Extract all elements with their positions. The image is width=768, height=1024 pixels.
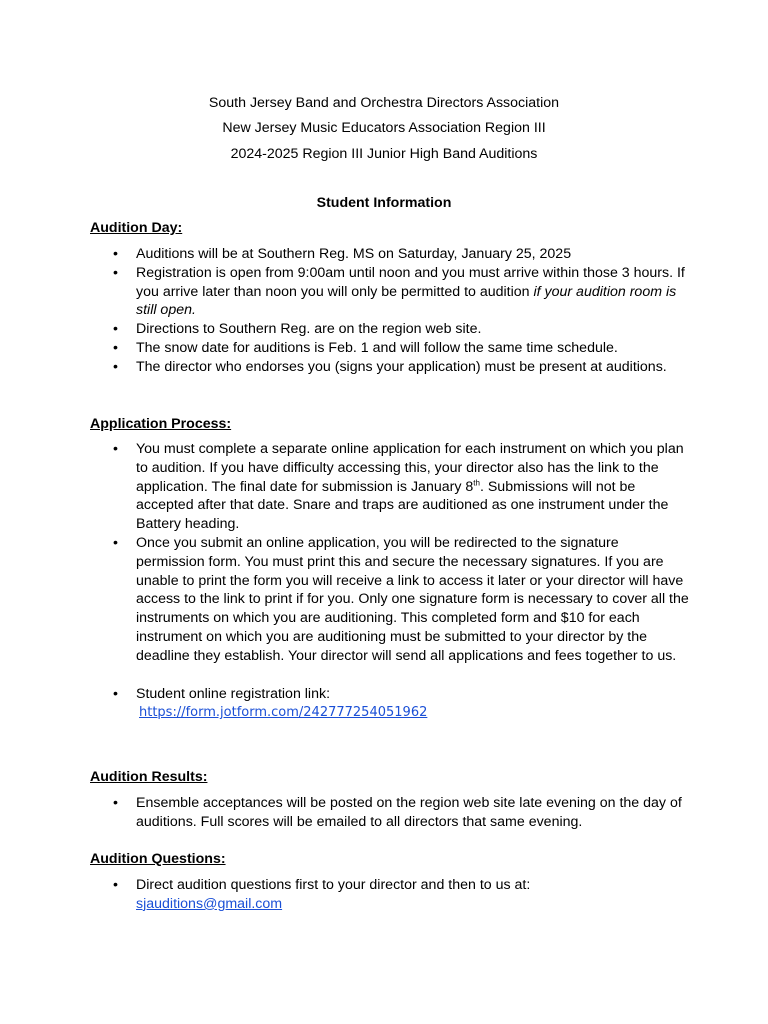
heading-application-process: Application Process: bbox=[90, 416, 232, 432]
list-item: • Ensemble acceptances will be posted on the region web site late evening on the day of auditions. Full scores will be emailed to all directors that same evening. bbox=[113, 795, 682, 830]
bullet-icon: • bbox=[113, 685, 118, 702]
list-item: • Direct audition questions first to your director and then to us at: sjauditions@gmail.com bbox=[113, 877, 531, 912]
heading-audition-day: Audition Day: bbox=[90, 220, 183, 236]
list-item: • Registration is open from 9:00am until noon and you must arrive within those 3 hours. If you arrive later than noon you will only be permitted to audition if your audition room is still open. bbox=[113, 264, 685, 319]
bullet-icon: • bbox=[113, 339, 118, 356]
bullet-icon: • bbox=[113, 264, 118, 281]
heading-audition-questions: Audition Questions: bbox=[90, 851, 226, 867]
audition-questions-list bbox=[90, 876, 690, 914]
list-item: • Auditions will be at Southern Reg. MS on Saturday, January 25, 2025 bbox=[113, 246, 572, 262]
header-region: New Jersey Music Educators Association Region III bbox=[222, 120, 546, 136]
bullet-icon: • bbox=[113, 358, 118, 375]
heading-audition-results: Audition Results: bbox=[90, 769, 208, 785]
list-item: • You must complete a separate online application for each instrument on which you plan to audition. If you have difficulty accessing this, your director also has the link to the application. The final date for submission is January 8th. Submissions will not be accepted after that date. Snare and traps are auditioned as one instrument under the Battery heading. bbox=[113, 441, 684, 533]
section-title: Student Information bbox=[316, 195, 452, 211]
header-association: South Jersey Band and Orchestra Directors Association bbox=[208, 95, 560, 111]
audition-day-list bbox=[90, 245, 690, 377]
bullet-icon: • bbox=[113, 321, 118, 338]
list-item: • Student online registration link: https://form.jotform.com/242777254051962 bbox=[113, 685, 428, 721]
list-item: • Once you submit an online application, you will be redirected to the signature permission form. You must print this and secure the necessary signatures. If you are unable to print the form you will receive a link to access it later or your director will have access to the link to print if for you. Only one signature form is necessary to cover all the instruments on which you are auditioning. This completed form and $10 for each instrument on which you are auditioning must be submitted to your director by the deadline they establish. Your director will send all applications and fees together to us. bbox=[113, 534, 689, 664]
bullet-icon: • bbox=[113, 877, 118, 893]
bullet-icon: • bbox=[113, 795, 118, 811]
list-item: • The snow date for auditions is Feb. 1 and will follow the same time schedule. bbox=[113, 339, 618, 356]
audition-results-list bbox=[90, 794, 690, 832]
bullet-icon: • bbox=[113, 246, 118, 262]
list-spacer bbox=[90, 666, 690, 685]
bullet-icon: • bbox=[113, 441, 118, 457]
application-process-list bbox=[90, 440, 690, 723]
list-item: • Directions to Southern Reg. are on the region web site. bbox=[113, 321, 482, 338]
registration-link[interactable]: https://form.jotform.com/242777254051962 bbox=[139, 705, 428, 721]
list-item: • The director who endorses you (signs your application) must be present at auditions. bbox=[113, 358, 667, 375]
contact-email-link[interactable]: sjauditions@gmail.com bbox=[136, 895, 283, 912]
bullet-icon: • bbox=[113, 534, 118, 551]
header-auditions-title: 2024-2025 Region III Junior High Band Auditions bbox=[230, 146, 538, 162]
